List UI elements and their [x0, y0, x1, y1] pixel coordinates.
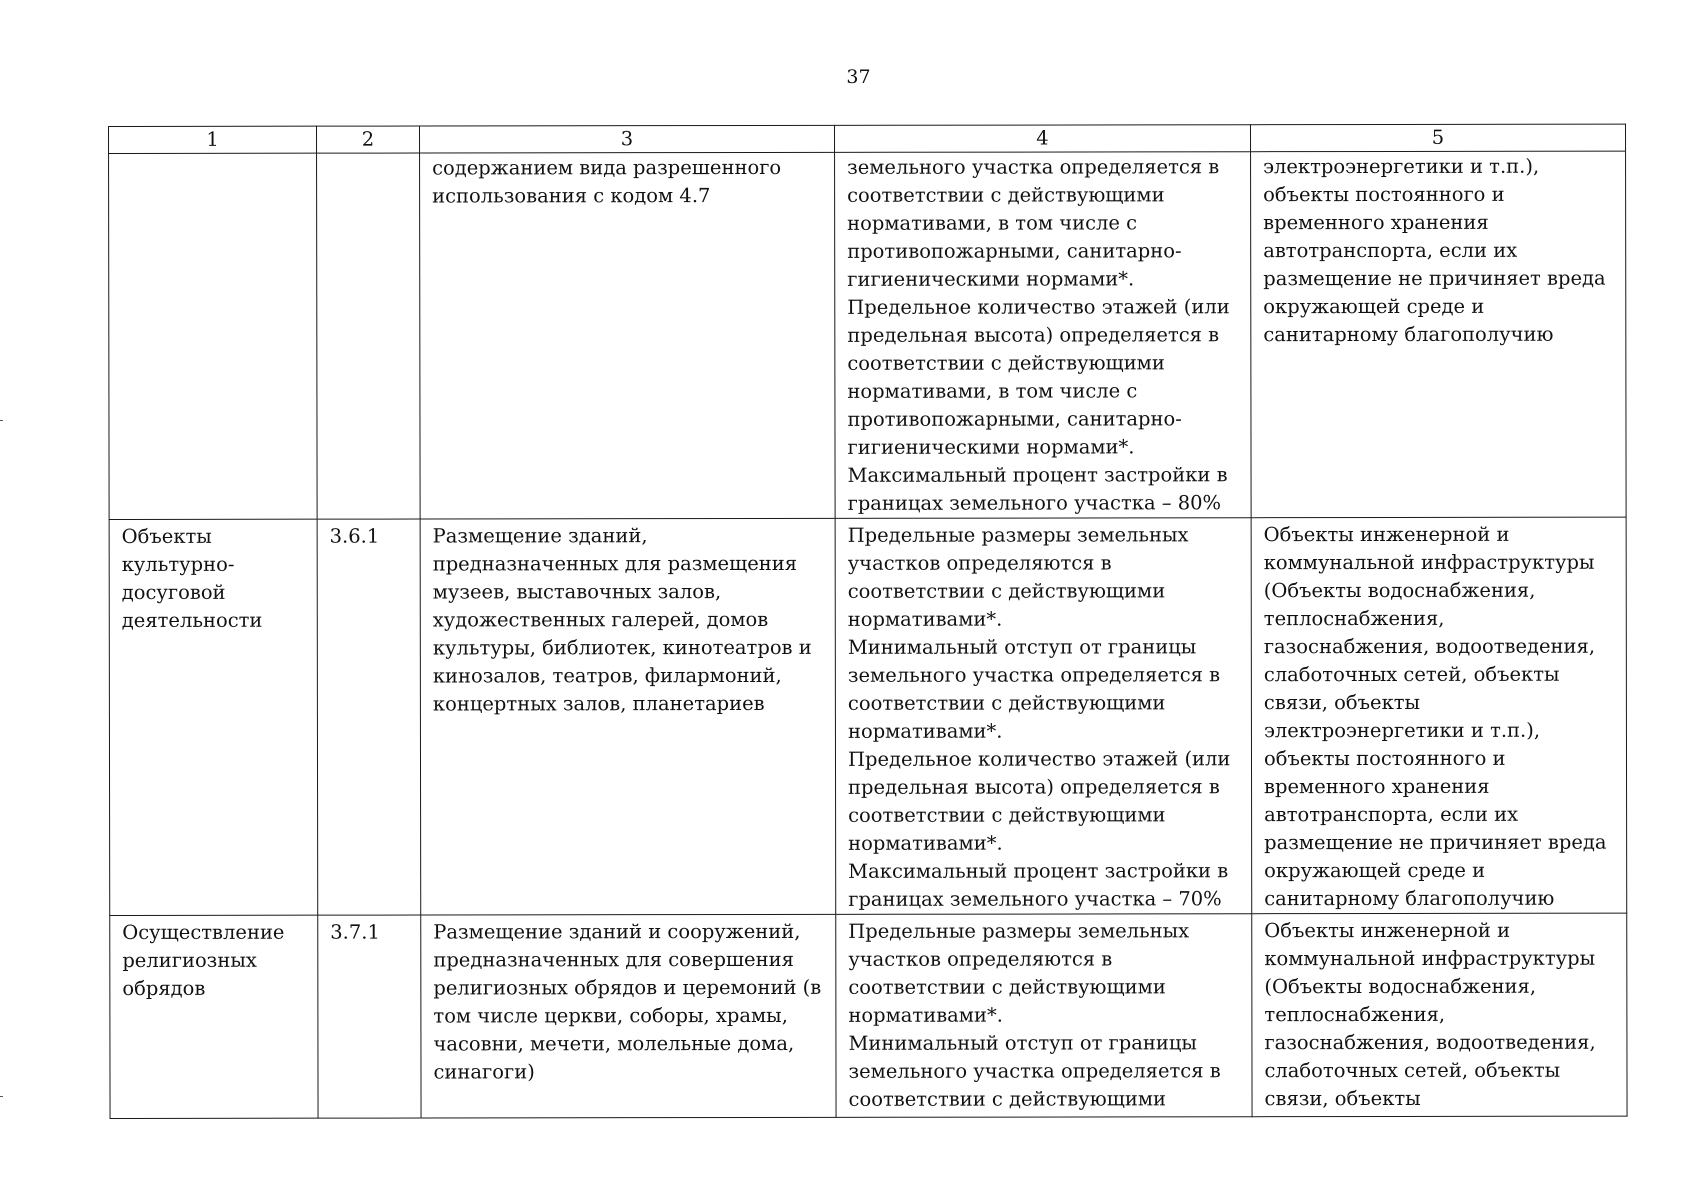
parameters-cell	[835, 152, 1252, 519]
zoning-table	[108, 124, 1628, 1119]
parameters-line: соответствии с действующими	[847, 351, 1165, 375]
auxiliary-line: слаботочных сетей, объекты	[1263, 662, 1560, 687]
parameters-line: Максимальный процент застройки в	[848, 859, 1229, 883]
description-line: часовни, мечети, молельные дома,	[433, 1031, 795, 1056]
description-line: концертных залов, планетариев	[432, 691, 765, 716]
use-name-line: Осуществление	[122, 920, 285, 944]
parameters-line: границах земельного участка – 80%	[847, 491, 1222, 515]
description-line: синагоги)	[433, 1060, 535, 1084]
description-line: содержанием вида разрешенного	[432, 155, 782, 180]
column-header-3: 3	[420, 125, 835, 153]
parameters-line: Максимальный процент застройки в	[847, 463, 1228, 487]
auxiliary-line: размещение не причиняет вреда	[1263, 266, 1606, 291]
column-header-2: 2	[317, 126, 420, 153]
auxiliary-line: санитарному благополучию	[1264, 886, 1555, 911]
parameters-line: нормативами*.	[848, 831, 1003, 855]
parameters-line: соответствии с действующими	[848, 803, 1166, 827]
description-line: предназначенных для размещения	[432, 551, 798, 576]
parameters-line: противопожарными, санитарно-	[847, 239, 1182, 263]
auxiliary-line: санитарному благополучию	[1263, 322, 1554, 347]
use-name-line: религиозных	[122, 948, 257, 972]
auxiliary-line: автотранспорта, если их	[1264, 802, 1519, 827]
auxiliary-line: коммунальной инфраструктуры	[1264, 946, 1596, 971]
parameters-line: предельная высота) определяется в	[847, 323, 1220, 347]
parameters-line: Предельное количество этажей (или	[847, 747, 1231, 771]
auxiliary-line: газоснабжения, водоотведения,	[1263, 634, 1596, 659]
auxiliary-line: электроэнергетики и т.п.),	[1263, 718, 1541, 743]
auxiliary-line: объекты постоянного и	[1263, 182, 1505, 207]
description-line: культуры, библиотек, кинотеатров и	[432, 635, 812, 660]
auxiliary-uses-cell	[1251, 151, 1627, 518]
parameters-line: соответствии с действующими	[847, 579, 1166, 603]
use-code-cell: 3.7.1	[318, 915, 421, 1118]
parameters-line: гигиеническими нормами*.	[847, 435, 1135, 459]
parameters-line: нормативами, в том числе с	[847, 211, 1138, 235]
auxiliary-line: коммунальной инфраструктуры	[1263, 550, 1595, 575]
parameters-line: гигиеническими нормами*.	[847, 267, 1135, 291]
use-name-cell	[109, 153, 318, 519]
parameters-line: участков определяются в	[848, 947, 1113, 971]
auxiliary-uses-cell	[1251, 517, 1627, 914]
use-name-line: Объекты	[121, 524, 212, 548]
description-line: кинозалов, театров, филармоний,	[432, 663, 782, 688]
parameters-line: соответствии с действующими	[847, 691, 1166, 715]
parameters-cell	[836, 914, 1252, 1118]
parameters-line: земельного участка определяется в	[847, 155, 1220, 179]
header-row	[109, 124, 1626, 153]
auxiliary-line: связи, объекты	[1263, 690, 1421, 715]
auxiliary-line: электроэнергетики и т.п.),	[1263, 154, 1540, 179]
use-name-cell	[109, 519, 318, 915]
page-number: 37	[846, 66, 871, 88]
auxiliary-line: Объекты инженерной и	[1263, 522, 1510, 547]
use-description-cell	[421, 914, 836, 1118]
auxiliary-line: теплоснабжения,	[1263, 606, 1445, 631]
parameters-cell	[835, 518, 1252, 915]
auxiliary-line: (Объекты водоснабжения,	[1263, 578, 1536, 603]
parameters-line: Предельное количество этажей (или	[847, 295, 1230, 319]
auxiliary-line: теплоснабжения,	[1264, 1002, 1446, 1027]
use-name-line: обрядов	[122, 976, 206, 1000]
auxiliary-line: окружающей среде и	[1264, 858, 1486, 883]
description-line: художественных галерей, домов	[432, 607, 769, 632]
description-line: том числе церкви, соборы, храмы,	[433, 1003, 788, 1028]
auxiliary-line: окружающей среде и	[1263, 294, 1485, 319]
parameters-line: нормативами*.	[847, 607, 1003, 631]
auxiliary-uses-cell	[1252, 913, 1627, 1117]
parameters-line: предельная высота) определяется в	[848, 775, 1220, 799]
description-line: музеев, выставочных залов,	[432, 580, 722, 604]
table-row-religious-rites	[110, 913, 1627, 1118]
auxiliary-line: временного хранения	[1264, 774, 1490, 799]
auxiliary-line: слаботочных сетей, объекты	[1264, 1058, 1561, 1083]
auxiliary-line: связи, объекты	[1264, 1086, 1421, 1111]
description-line: религиозных обрядов и церемоний (в	[433, 975, 822, 1000]
parameters-line: участков определяются в	[847, 551, 1112, 575]
use-code-cell	[317, 153, 421, 519]
parameters-line: соответствии с действующими	[847, 183, 1165, 207]
scan-edge-mark	[0, 420, 3, 421]
parameters-line: Предельные размеры земельных	[847, 523, 1189, 547]
description-line: Размещение зданий,	[432, 524, 648, 548]
parameters-line: Минимальный отступ от границы	[848, 1031, 1197, 1055]
parameters-line: соответствии с действующими	[848, 1087, 1167, 1111]
use-code-cell: 3.6.1	[317, 519, 421, 915]
use-name-line: досуговой	[121, 580, 226, 604]
column-header-5: 5	[1250, 124, 1625, 152]
scan-edge-mark	[0, 1096, 3, 1097]
parameters-line: противопожарными, санитарно-	[847, 407, 1182, 431]
parameters-line: границах земельного участка – 70%	[848, 887, 1222, 911]
column-header-1: 1	[109, 126, 317, 153]
use-name-cell	[110, 915, 318, 1118]
parameters-line: Предельные размеры земельных	[848, 919, 1190, 943]
use-description-cell	[420, 518, 836, 915]
parameters-line: соответствии с действующими	[848, 975, 1166, 999]
auxiliary-line: (Объекты водоснабжения,	[1264, 974, 1537, 999]
parameters-line: нормативами*.	[848, 1003, 1003, 1027]
description-line: Размещение зданий и сооружений,	[433, 919, 801, 944]
use-name-line: деятельности	[121, 608, 263, 632]
parameters-line: Минимальный отступ от границы	[847, 635, 1197, 659]
description-line: предназначенных для совершения	[433, 947, 794, 972]
use-name-line: культурно-	[121, 552, 235, 576]
use-description-cell	[420, 152, 836, 519]
auxiliary-line: объекты постоянного и	[1263, 746, 1506, 771]
parameters-line: земельного участка определяется в	[848, 1059, 1221, 1083]
parameters-line: земельного участка определяется в	[847, 663, 1221, 687]
auxiliary-line: Объекты инженерной и	[1264, 918, 1511, 943]
description-line: использования с кодом 4.7	[432, 184, 711, 208]
parameters-line: нормативами*.	[847, 719, 1003, 743]
table-row-continuation	[109, 151, 1627, 519]
auxiliary-line: автотранспорта, если их	[1263, 238, 1518, 263]
column-header-4: 4	[834, 125, 1250, 153]
auxiliary-line: газоснабжения, водоотведения,	[1264, 1030, 1596, 1055]
auxiliary-line: временного хранения	[1263, 210, 1489, 235]
table-row-cultural-leisure	[109, 517, 1627, 915]
parameters-line: нормативами, в том числе с	[847, 379, 1138, 403]
auxiliary-line: размещение не причиняет вреда	[1264, 830, 1607, 855]
